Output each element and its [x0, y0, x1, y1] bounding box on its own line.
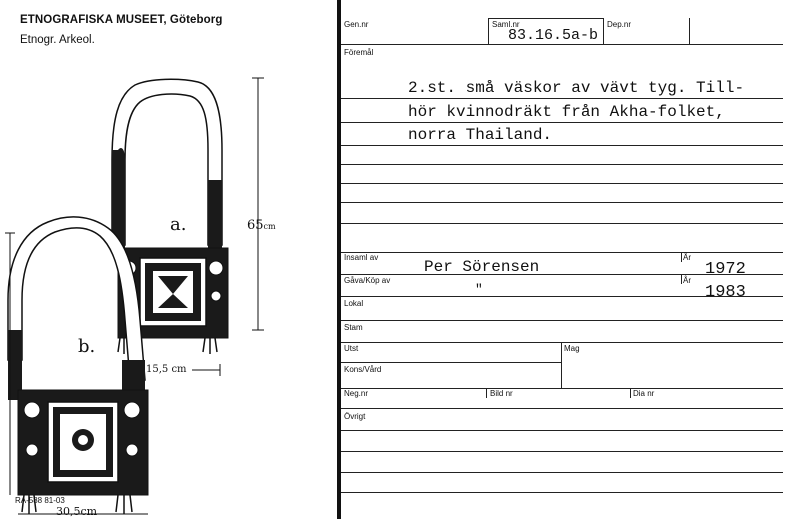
neg-nr-label: Neg.nr	[344, 389, 369, 398]
stam-label: Stam	[344, 323, 363, 332]
ar-2-label: År	[683, 276, 691, 285]
department-label: Etnogr. Arkeol.	[20, 34, 95, 46]
ar-2-value: 1983	[705, 283, 746, 302]
insaml-av-value: Per Sörensen	[424, 258, 540, 276]
museum-title: ETNOGRAFISKA MUSEET, Göteborg	[20, 14, 223, 26]
lokal-label: Lokal	[344, 299, 364, 308]
dia-nr-label: Dia nr	[633, 389, 655, 398]
ar-1-label: År	[683, 253, 691, 262]
ovrigt-label: Övrigt	[344, 412, 366, 421]
samlnr-left-border	[488, 18, 489, 44]
height-a-unit: cm	[263, 222, 276, 231]
gava-kop-av-value: "	[475, 282, 483, 297]
gava-kop-av-label: Gåva/Köp av	[344, 276, 391, 285]
description-line-1: 2.st. små väskor av vävt tyg. Till-	[408, 79, 745, 97]
width-dimension: 15,5 cm	[146, 364, 187, 375]
dep-nr-label: Dep.nr	[607, 20, 632, 29]
bag-a-label: a.	[170, 214, 187, 235]
ar-1-value: 1972	[705, 260, 746, 279]
bags-drawing	[0, 0, 340, 519]
height-a-dimension	[247, 216, 276, 234]
mag-divider	[561, 342, 562, 388]
foremal-label: Föremål	[344, 48, 374, 57]
card-left-border	[337, 0, 341, 519]
utst-label: Utst	[344, 344, 359, 353]
depnr-right-border	[689, 18, 690, 44]
samlnr-top-border	[488, 18, 603, 19]
bild-nr-label: Bild nr	[490, 389, 513, 398]
insaml-av-label: Insaml av	[344, 253, 379, 262]
bottom-dimension: 30,5cm	[56, 505, 98, 518]
bag-b-label: b.	[78, 336, 96, 357]
saml-nr-label: Saml.nr	[492, 20, 520, 29]
description-line-3: norra Thailand.	[408, 126, 553, 144]
kons-vard-label: Kons/Vård	[344, 365, 382, 374]
mag-label: Mag	[564, 344, 580, 353]
gen-nr-label: Gen.nr	[344, 20, 369, 29]
height-a-value: 65	[247, 218, 264, 233]
bag-a-strap	[112, 79, 222, 245]
top-row-bottom-line	[341, 44, 783, 45]
description-line-2: hör kvinnodräkt från Akha-folket,	[408, 103, 725, 121]
saml-nr-value: 83.16.5a-b	[508, 27, 599, 44]
photo-ref: RA-588 81-03	[15, 496, 65, 505]
